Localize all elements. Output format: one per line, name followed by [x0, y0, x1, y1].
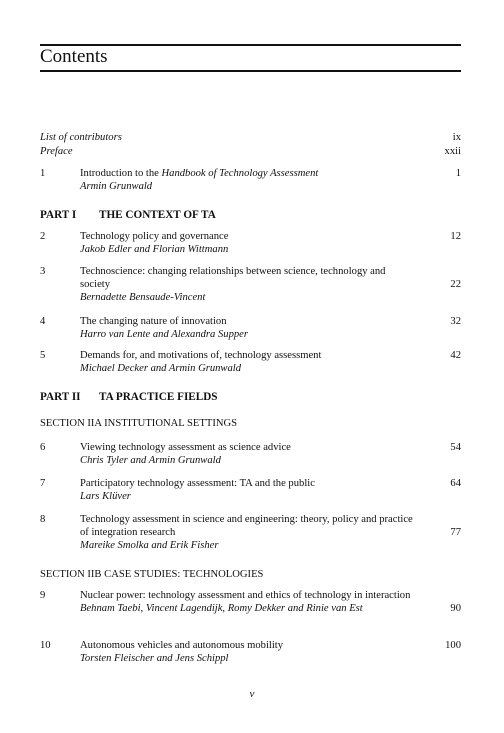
chapter-author: Chris Tyler and Armin Grunwald — [80, 455, 221, 466]
chapter-author: Michael Decker and Armin Grunwald — [80, 363, 242, 374]
chapter-author: Bernadette Bensaude-Vincent — [80, 292, 206, 303]
chapter-number: 6 — [40, 442, 46, 453]
chapter-number: 8 — [40, 514, 46, 525]
chapter-author: Mareike Smolka and Erik Fisher — [80, 540, 219, 551]
page-number: 12 — [450, 231, 461, 242]
chapter-title-book-name: Handbook of Technology Assessment — [161, 168, 319, 179]
page-number: 77 — [450, 527, 461, 538]
chapter-number: 9 — [40, 590, 46, 601]
chapter-number: 1 — [40, 168, 46, 179]
chapter-number: 3 — [40, 266, 46, 277]
chapter-title: Nuclear power: technology assessment and ethics of technology in interaction — [80, 590, 411, 601]
chapter-number: 5 — [40, 350, 46, 361]
page-title: Contents — [40, 46, 108, 67]
toc-front-matter-preface[interactable] — [40, 145, 461, 158]
front-matter-label: List of contributors — [40, 132, 122, 143]
page-folio: v — [249, 688, 255, 700]
chapter-author: Harro van Lente and Alexandra Supper — [80, 329, 249, 340]
chapter-number: 7 — [40, 478, 46, 489]
chapter-title: Technoscience: changing relationships between science, technology and society — [80, 266, 386, 290]
section-heading-iib: SECTION IIB CASE STUDIES: TECHNOLOGIES — [40, 569, 264, 580]
title-underline — [40, 70, 461, 72]
chapter-number: 2 — [40, 231, 46, 242]
chapter-author: Jakob Edler and Florian Wittmann — [80, 244, 229, 255]
page-number: 1 — [455, 168, 461, 179]
page-number: 22 — [450, 279, 461, 290]
chapter-title: Autonomous vehicles and autonomous mobility — [80, 640, 284, 651]
chapter-author: Behnam Taebi, Vincent Lagendijk, Romy Dekker and Rinie van Est — [80, 603, 363, 614]
page-number: 90 — [450, 603, 461, 614]
chapter-number: 4 — [40, 316, 46, 327]
page-number: 42 — [450, 350, 461, 361]
part-title: TA PRACTICE FIELDS — [99, 391, 218, 403]
chapter-title: Demands for, and motivations of, technology assessment — [80, 350, 322, 361]
chapter-title: Participatory technology assessment: TA and the public — [80, 478, 315, 489]
part-label: PART II — [40, 391, 81, 403]
chapter-title: The changing nature of innovation — [80, 316, 227, 327]
chapter-title: Technology assessment in science and engineering: theory, policy and practice of integration research — [80, 514, 413, 538]
page-number: 54 — [450, 442, 461, 453]
chapter-title — [80, 167, 415, 180]
chapter-title: Technology policy and governance — [80, 231, 229, 242]
chapter-author: Lars Klüver — [80, 491, 131, 502]
chapter-title: Viewing technology assessment as science advice — [80, 442, 291, 453]
chapter-title-text: Introduction to the — [80, 168, 162, 179]
chapter-number: 10 — [40, 640, 51, 651]
toc-front-matter-contributors[interactable] — [40, 131, 461, 144]
part-title: THE CONTEXT OF TA — [99, 209, 216, 221]
page-number: xxii — [444, 146, 461, 157]
chapter-author: Armin Grunwald — [80, 181, 153, 192]
section-heading-iia: SECTION IIA INSTITUTIONAL SETTINGS — [40, 418, 238, 429]
chapter-author: Torsten Fleischer and Jens Schippl — [80, 653, 229, 664]
part-label: PART I — [40, 209, 77, 221]
page-number: ix — [452, 132, 461, 143]
page-number: 32 — [450, 316, 461, 327]
page-number: 64 — [450, 478, 461, 489]
page-number: 100 — [445, 640, 461, 651]
front-matter-label: Preface — [40, 146, 73, 157]
